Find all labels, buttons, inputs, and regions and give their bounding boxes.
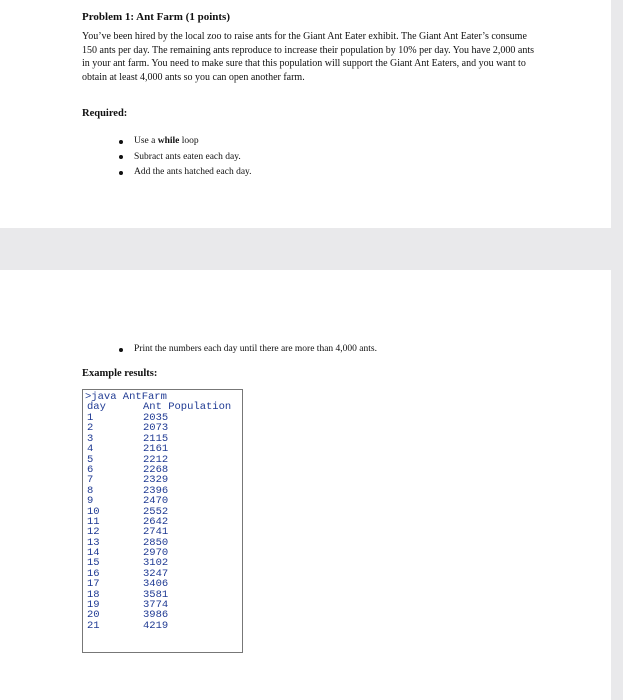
console-row xyxy=(83,621,242,631)
bullet-icon xyxy=(119,171,123,175)
population-value: 2035 xyxy=(143,412,169,424)
requirement-item xyxy=(116,134,252,150)
population-value: 2329 xyxy=(143,474,169,487)
day-value: 5 xyxy=(87,453,94,466)
day-value: 8 xyxy=(87,484,94,497)
day-value: 2 xyxy=(87,422,94,435)
population-value: 2642 xyxy=(143,515,169,528)
problem-description: You’ve been hired by the local zoo to raise ants for the Giant Ant Eater exhibit. The Giant Ant Eater’s consume 150 ants per day. The remaining ants reproduce to increase their population by 10% per day. You have 2,000 ants in your ant farm. You need to make sure that this population will support the Giant Ant Eaters, and you want to obtain at least 4,000 ants so you can open another farm. xyxy=(82,31,535,83)
population-value: 2161 xyxy=(143,443,169,456)
population-value: 2850 xyxy=(143,536,169,549)
day-value: 4 xyxy=(87,443,94,456)
document-page-1 xyxy=(0,0,611,228)
requirements-list-continued xyxy=(116,342,377,358)
population-value: 3406 xyxy=(143,578,169,591)
population-value: 3247 xyxy=(143,567,169,580)
console-rows xyxy=(83,413,242,631)
document-page-2 xyxy=(0,270,611,700)
population-value: 2115 xyxy=(143,432,169,445)
bullet-icon xyxy=(119,348,123,352)
console-row xyxy=(83,496,242,506)
console-command: >java AntFarm xyxy=(85,391,167,403)
day-value: 19 xyxy=(87,599,100,612)
population-value: 2212 xyxy=(143,453,169,466)
console-output xyxy=(82,389,243,653)
requirement-text-post: loop xyxy=(179,136,199,146)
requirement-item xyxy=(116,165,252,181)
population-value: 3774 xyxy=(143,599,169,612)
population-value: 4219 xyxy=(143,619,169,632)
problem-title: Problem 1: Ant Farm (1 points) xyxy=(82,11,230,23)
requirement-text: Add the ants hatched each day. xyxy=(134,167,252,177)
requirement-text: Subract ants eaten each day. xyxy=(134,151,241,162)
requirement-text-strong: while xyxy=(157,136,180,146)
day-value: 9 xyxy=(87,495,94,508)
day-value: 16 xyxy=(87,567,100,580)
population-value: 2552 xyxy=(143,505,169,518)
population-value: 3986 xyxy=(143,609,169,622)
day-value: 18 xyxy=(87,588,100,601)
requirement-text: Print the numbers each day until there are more than 4,000 ants. xyxy=(134,344,377,354)
population-value: 3102 xyxy=(143,557,169,570)
population-value: 3581 xyxy=(143,588,169,601)
column-header-population: Ant Population xyxy=(143,401,232,413)
console-row xyxy=(83,444,242,454)
population-value: 2073 xyxy=(143,422,169,435)
population-value: 2268 xyxy=(143,463,169,476)
requirements-list xyxy=(116,134,252,181)
population-value: 2470 xyxy=(143,495,169,508)
example-heading: Example results: xyxy=(82,368,158,379)
column-header-day: day xyxy=(87,401,106,413)
population-value: 2970 xyxy=(143,547,169,560)
day-value: 15 xyxy=(87,557,100,570)
day-value: 10 xyxy=(87,505,100,518)
day-value: 11 xyxy=(87,515,100,528)
bullet-icon xyxy=(119,140,123,144)
day-value: 1 xyxy=(87,412,94,424)
day-value: 13 xyxy=(87,536,100,549)
day-value: 17 xyxy=(87,578,100,591)
day-value: 14 xyxy=(87,547,100,560)
requirement-text-pre: Use a xyxy=(134,136,158,146)
bullet-icon xyxy=(119,155,123,159)
day-value: 12 xyxy=(87,526,100,539)
population-value: 2741 xyxy=(143,526,169,539)
day-value: 21 xyxy=(87,619,100,632)
day-value: 20 xyxy=(87,609,100,622)
day-value: 6 xyxy=(87,463,94,476)
requirement-item xyxy=(116,150,252,166)
day-value: 7 xyxy=(87,474,94,487)
requirement-item xyxy=(116,342,377,358)
population-value: 2396 xyxy=(143,484,169,497)
required-heading: Required: xyxy=(82,108,128,119)
day-value: 3 xyxy=(87,432,94,445)
